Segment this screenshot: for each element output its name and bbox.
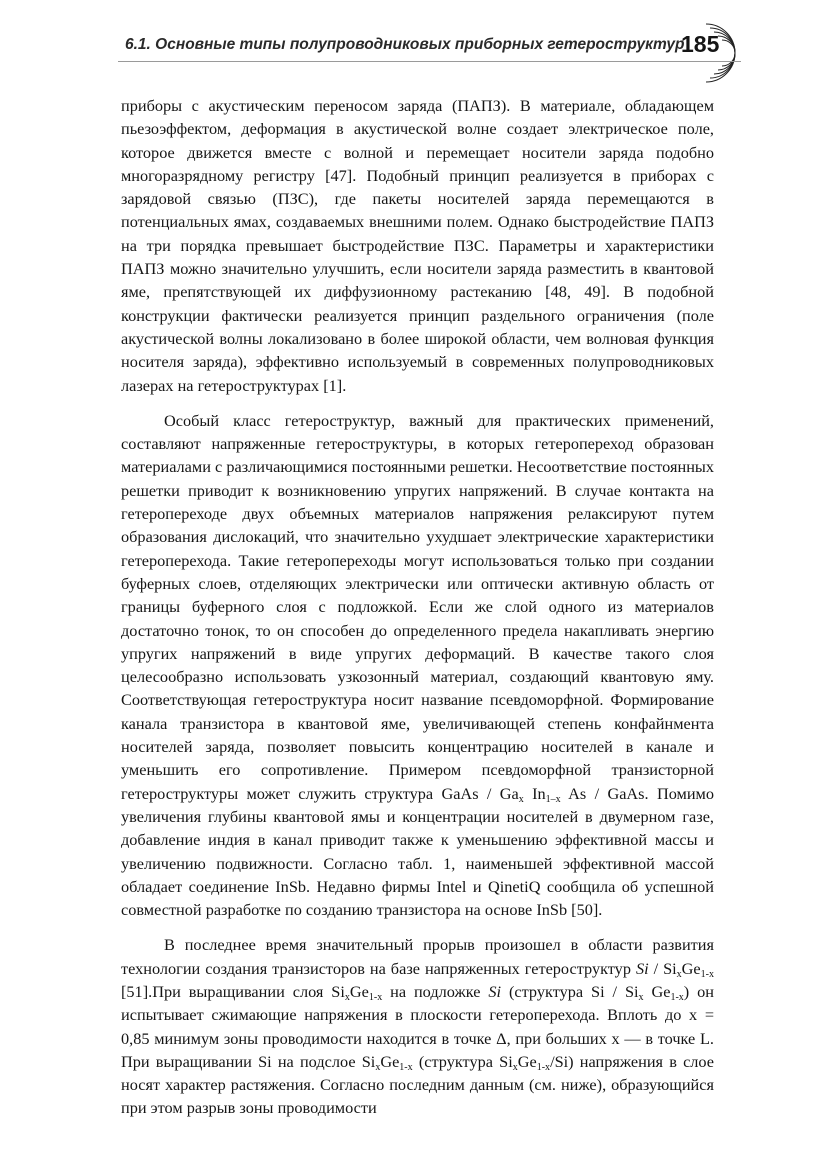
page-corner-arcs-decoration	[704, 18, 754, 88]
subscript: 1-x	[700, 968, 714, 980]
subscript: x	[638, 991, 644, 1003]
subscript: 1-x	[536, 1061, 551, 1073]
paragraph-3-text: /Si) напряжения в слое носят характер растяжения. Согласно последним данным (см. ниже), образующийся при этом разрыв зоны проводимости	[121, 1051, 714, 1118]
paragraph-3-text: [51].При выращивании слоя Si	[121, 981, 345, 1001]
header-rule	[118, 61, 741, 62]
paragraph-2-text: Особый класс гетероструктур, важный для практических применений, составляют напряженные гетероструктуры, в которых гетеропереход образован материалами с различающимися постоянными решетки. Несоответствие постоянных решетки приводит к возникновению упругих напряжений. В случае контакта на гетеропереходе двух объемных материалов напряжения релаксируют путем образования дислокаций, что значительно ухудшает электрические характеристики гетероперехода. Такие гетеропереходы могут использоваться только при создании буферных слоев, отделяющих электрически или оптически активную область от границы буферного слоя с подложкой. Если же слой одного из материалов достаточно тонок, то он способен до определенного предела накапливать энергию упругих напряжений в виде упругих деформаций. В качестве такого слоя целесообразно использовать узкозонный материал, создающий квантовую яму. Соответствующая гетероструктура носит название псевдоморфной. Формирование канала транзистора в квантовой яме, увеличивающей степень конфайнмента носителей заряда, позволяет повысить концентрацию носителей в канале и уменьшить его сопротивление. Примером псевдоморфной транзисторной гетероструктуры может служить структура GaAs / Ga	[121, 410, 714, 803]
subscript: x	[676, 968, 682, 980]
subscript: x	[518, 793, 524, 805]
paragraph-3-text: Ge	[380, 1051, 400, 1071]
paragraph-3-text: / Si	[648, 958, 677, 978]
subscript: 1-x	[368, 991, 383, 1003]
paragraph-3-text: Ge	[643, 981, 671, 1001]
paragraph-3-text: В последнее время значительный прорыв произошел в области развития технологии создания транзисторов на базе напряженных гетероструктур	[121, 935, 714, 978]
paragraph-2-text: In	[523, 783, 546, 803]
paragraph-2-text: As / GaAs. Помимо увеличения глубины квантовой ямы и концентрации носителей в двумерном газе, добавление индия в канал приводит также к уменьшению эффективной массы и увеличению подвижности. Согласно табл. 1, наименьшей эффективной массой обладает соединение InSb. Недавно фирмы Intel и QinetiQ сообщила об успешной совместной разработке по созданию транзистора на основе InSb [50].	[121, 783, 714, 920]
body-text	[121, 94, 714, 1132]
page-number: 185	[681, 31, 720, 57]
subscript: 1-x	[399, 1061, 413, 1073]
paragraph-3	[121, 933, 714, 1119]
subscript: x	[512, 1061, 518, 1073]
subscript: x	[344, 991, 350, 1003]
italic-term: Si	[635, 958, 649, 978]
paragraph-3-text: ) он испытывает сжимающие напряжения в плоскости гетероперехода. Вплоть до x = 0,85 минимум зоны проводимости находится в точке Δ, при больших x — в точке L. При выращивании Si на подслое Si	[121, 981, 714, 1071]
italic-term: Si	[488, 981, 502, 1001]
subscript: x	[375, 1061, 381, 1073]
paragraph-3-text: (структура Si	[412, 1051, 513, 1071]
paragraph-3-text: Ge	[349, 981, 369, 1001]
paragraph-3-text: (структура Si / Si	[501, 981, 639, 1001]
paragraph-3-text: Ge	[681, 958, 701, 978]
subscript: 1–x	[545, 793, 561, 805]
paragraph-3-text: на подложке	[382, 981, 489, 1001]
paragraph-1: приборы с акустическим переносом заряда (ПАПЗ). В материале, обладающем пьезоэффектом, деформация в акустической волне создает электрическое поле, которое движется вместе с волной и перемещает носители заряда подобно многоразрядному регистру [47]. Подобный принцип реализуется в приборах с зарядовой связью (ПЗС), где пакеты носителей заряда перемещаются в потенциальных ямах, создаваемых внешними полем. Однако быстродействие ПАПЗ на три порядка превышает быстродействие ПЗС. Параметры и характеристики ПАПЗ можно значительно улучшить, если носители заряда разместить в квантовой яме, препятствующей их диффузионному растеканию [48, 49]. В подобной конструкции фактически реализуется принцип раздельного ограничения (поле акустической волны локализовано в более широкой области, чем волновая функция носителя заряда), эффективно используемый в современных полупроводниковых лазерах на гетероструктурах [1].	[121, 96, 714, 395]
paragraph-2	[121, 409, 714, 922]
subscript: 1-x	[670, 991, 684, 1003]
running-title: 6.1. Основные типы полупроводниковых приборных гетероструктур	[125, 36, 685, 53]
paragraph-3-text: Ge	[517, 1051, 537, 1071]
